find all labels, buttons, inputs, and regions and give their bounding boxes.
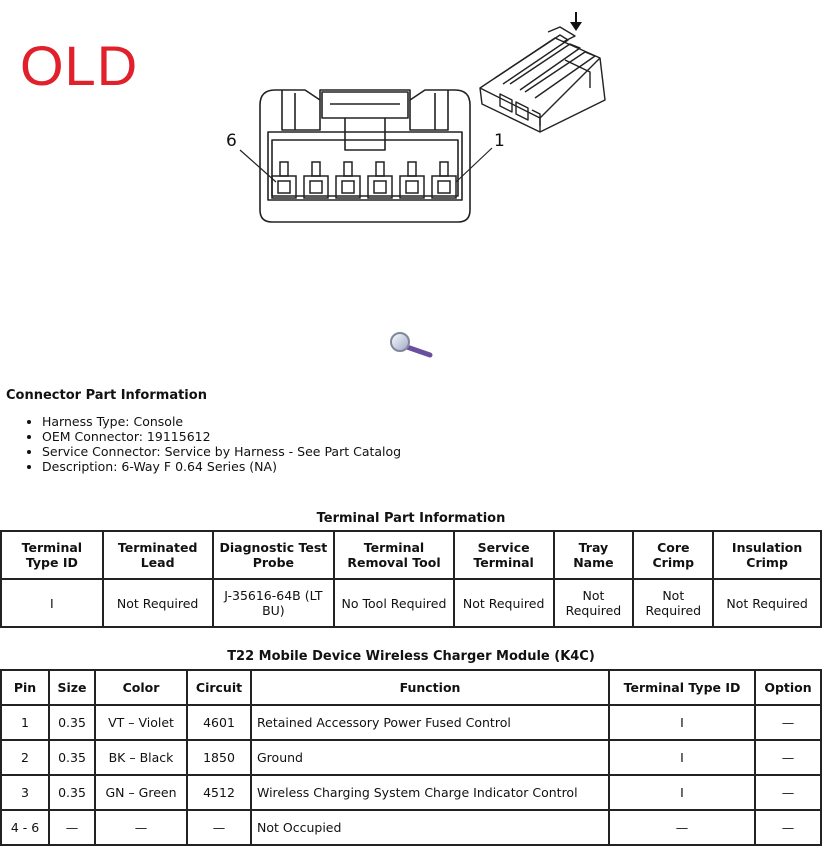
col-size: Size xyxy=(49,670,95,705)
cavity-5 xyxy=(304,162,328,198)
cell: I xyxy=(609,775,755,810)
col-service-terminal: Service Terminal xyxy=(454,531,554,579)
col-terminal-type-id: Terminal Type ID xyxy=(1,531,103,579)
cell: Not Required xyxy=(713,579,821,627)
magnifier-icon[interactable] xyxy=(388,330,434,360)
col-diagnostic-test-probe: Diagnostic Test Probe xyxy=(213,531,335,579)
cell: Ground xyxy=(251,740,609,775)
connector-iso-view xyxy=(480,27,605,132)
col-terminal-type-id: Terminal Type ID xyxy=(609,670,755,705)
col-terminated-lead: Terminated Lead xyxy=(103,531,213,579)
cell: — xyxy=(49,810,95,845)
cell: — xyxy=(755,775,821,810)
info-description: • Description: 6-Way F 0.64 Series (NA) xyxy=(42,459,401,474)
cell: 0.35 xyxy=(49,705,95,740)
pin-table-caption: T22 Mobile Device Wireless Charger Module (K4C) xyxy=(227,649,595,664)
connector-diagram xyxy=(0,0,829,330)
cell: Not Required xyxy=(103,579,213,627)
cell: 4512 xyxy=(187,775,251,810)
cell: 4601 xyxy=(187,705,251,740)
terminal-part-table xyxy=(0,530,822,628)
cell: Not Occupied xyxy=(251,810,609,845)
cell: GN – Green xyxy=(95,775,187,810)
col-function: Function xyxy=(251,670,609,705)
col-circuit: Circuit xyxy=(187,670,251,705)
cell: 1 xyxy=(1,705,49,740)
pin-6-label: 6 xyxy=(226,131,237,151)
cell: 3 xyxy=(1,775,49,810)
table-row xyxy=(1,810,821,845)
col-core-crimp: Core Crimp xyxy=(633,531,713,579)
table-row xyxy=(1,579,821,627)
col-option: Option xyxy=(755,670,821,705)
cell: — xyxy=(187,810,251,845)
cell: 0.35 xyxy=(49,775,95,810)
col-tray-name: Tray Name xyxy=(554,531,634,579)
cavity-3 xyxy=(368,162,392,198)
col-pin: Pin xyxy=(1,670,49,705)
cavity-6 xyxy=(272,162,296,198)
table-header-row xyxy=(1,531,821,579)
table-row xyxy=(1,775,821,810)
cell: I xyxy=(1,579,103,627)
cell: I xyxy=(609,740,755,775)
connector-info-list xyxy=(22,414,401,474)
pin-1-label: 1 xyxy=(494,131,505,151)
cell: — xyxy=(755,740,821,775)
table-header-row xyxy=(1,670,821,705)
info-oem-connector: • OEM Connector: 19115612 xyxy=(42,429,401,444)
cell: Wireless Charging System Charge Indicator Control xyxy=(251,775,609,810)
cell: — xyxy=(755,810,821,845)
cell: — xyxy=(755,705,821,740)
col-color: Color xyxy=(95,670,187,705)
table-row xyxy=(1,705,821,740)
cell: 0.35 xyxy=(49,740,95,775)
info-harness-type: • Harness Type: Console xyxy=(42,414,401,429)
cell: 4 - 6 xyxy=(1,810,49,845)
table-row xyxy=(1,740,821,775)
cell: Not Required xyxy=(554,579,634,627)
cell: I xyxy=(609,705,755,740)
cell: 2 xyxy=(1,740,49,775)
cell: BK – Black xyxy=(95,740,187,775)
col-insulation-crimp: Insulation Crimp xyxy=(713,531,821,579)
cell: Not Required xyxy=(633,579,713,627)
cell: 1850 xyxy=(187,740,251,775)
cavity-2 xyxy=(400,162,424,198)
cell: Not Required xyxy=(454,579,554,627)
cell: — xyxy=(609,810,755,845)
cell: No Tool Required xyxy=(334,579,454,627)
old-stamp: OLD xyxy=(20,34,139,97)
pin-table xyxy=(0,669,822,846)
cell: VT – Violet xyxy=(95,705,187,740)
cavity-1 xyxy=(432,162,456,198)
connector-info-title: Connector Part Information xyxy=(6,388,207,403)
cell: — xyxy=(95,810,187,845)
cell: J-35616-64B (LT BU) xyxy=(213,579,335,627)
cell: Retained Accessory Power Fused Control xyxy=(251,705,609,740)
cavity-4 xyxy=(336,162,360,198)
col-terminal-removal-tool: Terminal Removal Tool xyxy=(334,531,454,579)
terminal-table-caption: Terminal Part Information xyxy=(316,511,506,526)
info-service-connector: • Service Connector: Service by Harness - See Part Catalog xyxy=(42,444,401,459)
arrow-down-icon xyxy=(570,12,582,31)
